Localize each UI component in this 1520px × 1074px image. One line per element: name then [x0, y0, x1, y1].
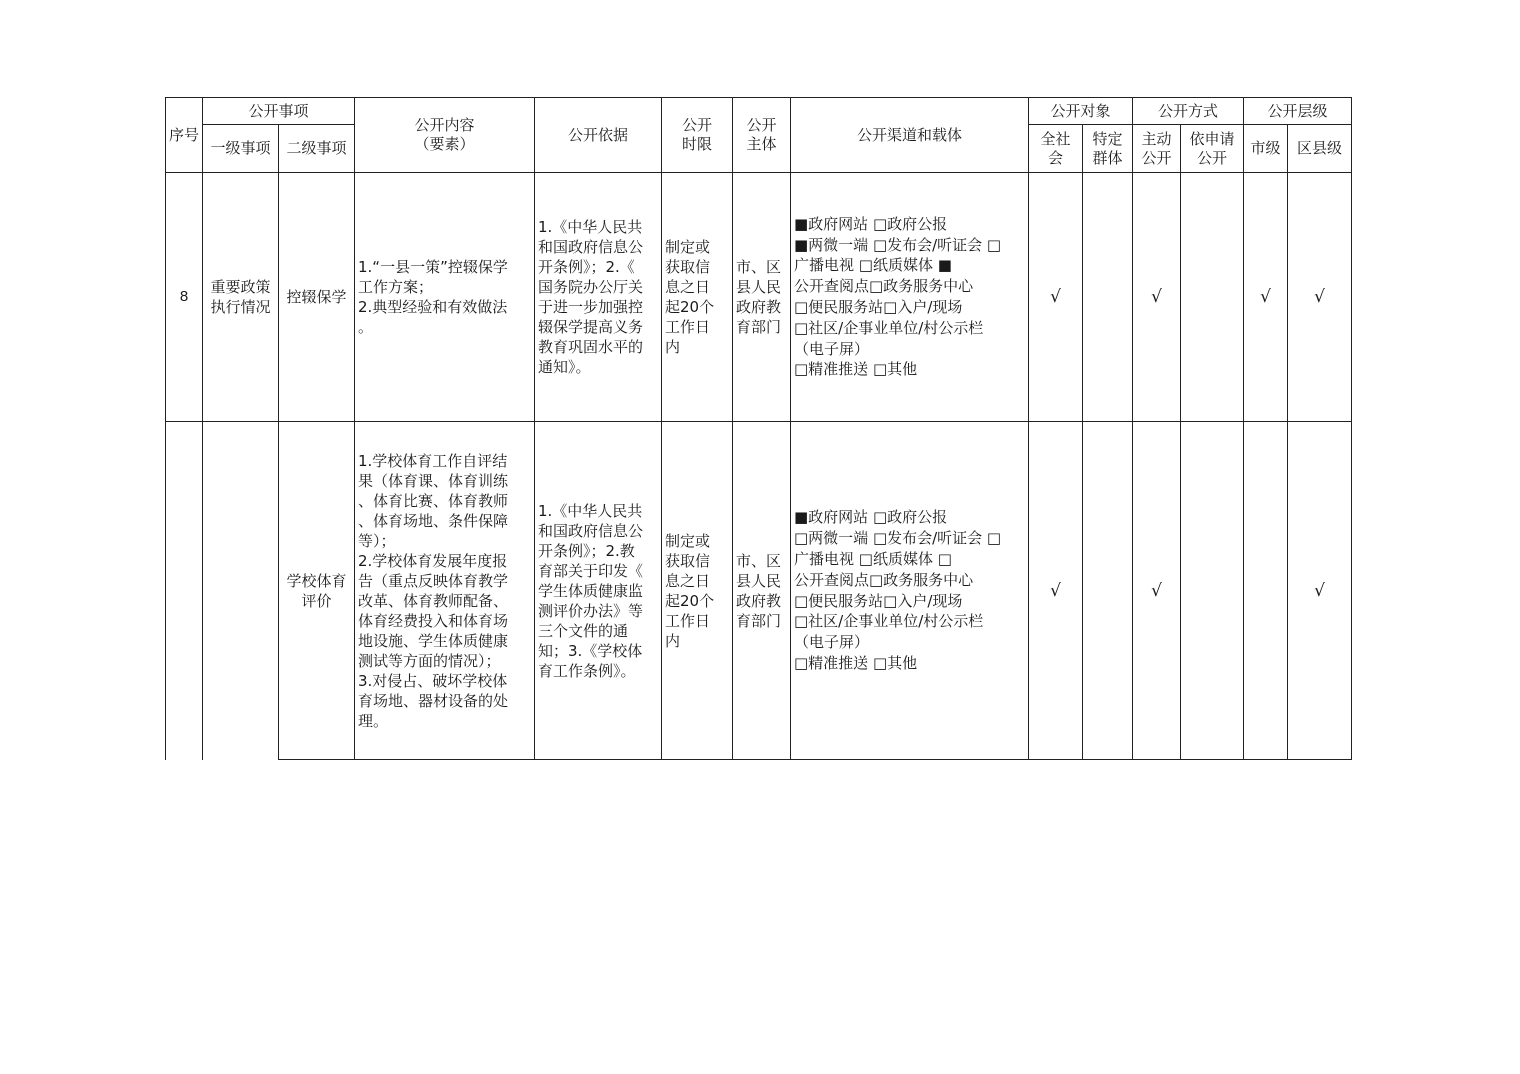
header-method-apply: 依申请 公开: [1181, 125, 1244, 173]
row-level2: 学校体育 评价: [279, 422, 355, 760]
table-row: [166, 422, 1352, 760]
header-target-specific: 特定 群体: [1083, 125, 1133, 173]
row-method-active-check: √: [1133, 422, 1181, 760]
row-method-apply-check: [1181, 173, 1244, 422]
header-level-county: 区县级: [1288, 125, 1352, 173]
header-subject: 公开 主体: [733, 98, 791, 173]
header-seq: 序号: [166, 98, 203, 173]
row-seq: 8: [166, 173, 203, 422]
row-time-limit: 制定或 获取信 息之日 起20个 工作日 内: [662, 422, 733, 760]
row-content: 1.“一县一策”控辍保学 工作方案； 2.典型经验和有效做法 。: [355, 173, 535, 422]
header-channel: 公开渠道和载体: [791, 98, 1029, 173]
row-time-limit: 制定或 获取信 息之日 起20个 工作日 内: [662, 173, 733, 422]
row-channel: ■政府网站 □政府公报 ■两微一端 □发布会/听证会 □ 广播电视 □纸质媒体 ■ 公开查阅点□政务服务中心 □便民服务站□入户/现场 □社区/企事业单位/村公示栏 （电子屏） □精准推送 □其他: [791, 173, 1029, 422]
header-level1: 一级事项: [203, 125, 279, 173]
header-basis: 公开依据: [535, 98, 662, 173]
row-level-county-check: √: [1288, 422, 1352, 760]
row-basis: 1.《中华人民共 和国政府信息公 开条例》；2.《 国务院办公厅关 于进一步加强控 辍保学提高义务 教育巩固水平的 通知》。: [535, 173, 662, 422]
header-level-group: 公开层级: [1244, 98, 1352, 125]
row-target-all-check: √: [1029, 173, 1083, 422]
row-content: 1.学校体育工作自评结 果（体育课、体育训练 、体育比赛、体育教师 、体育场地、条件保障 等）； 2.学校体育发展年度报 告（重点反映体育教学 改革、体育教师配备、 体育经费投入和体育场 地设施、学生体质健康 测试等方面的情况）； 3.对侵占、破坏学校体 育场地、器材设备的处 理。: [355, 422, 535, 760]
disclosure-table: [165, 97, 1352, 760]
header-content: 公开内容 （要素）: [355, 98, 535, 173]
table-row: [166, 173, 1352, 422]
row-level2: 控辍保学: [279, 173, 355, 422]
row-target-specific-check: [1083, 173, 1133, 422]
row-method-apply-check: [1181, 422, 1244, 760]
header-items-group: 公开事项: [203, 98, 355, 125]
header-level-city: 市级: [1244, 125, 1288, 173]
row-seq: [166, 422, 203, 760]
row-subject: 市、区 县人民 政府教 育部门: [733, 422, 791, 760]
row-target-specific-check: [1083, 422, 1133, 760]
header-method-active: 主动 公开: [1133, 125, 1181, 173]
row-subject: 市、区 县人民 政府教 育部门: [733, 173, 791, 422]
row-level-city-check: √: [1244, 173, 1288, 422]
row-level-county-check: √: [1288, 173, 1352, 422]
header-method-group: 公开方式: [1133, 98, 1244, 125]
header-target-all: 全社 会: [1029, 125, 1083, 173]
row-level-city-check: [1244, 422, 1288, 760]
row-basis: 1.《中华人民共 和国政府信息公 开条例》；2.教 育部关于印发《 学生体质健康监 测评价办法》等 三个文件的通 知；3.《学校体 育工作条例》。: [535, 422, 662, 760]
row-level1: 重要政策 执行情况: [203, 173, 279, 422]
header-target-group: 公开对象: [1029, 98, 1133, 125]
header-time-limit: 公开 时限: [662, 98, 733, 173]
header-level2: 二级事项: [279, 125, 355, 173]
row-channel: ■政府网站 □政府公报 □两微一端 □发布会/听证会 □ 广播电视 □纸质媒体 □ 公开查阅点□政务服务中心 □便民服务站□入户/现场 □社区/企事业单位/村公示栏 （电子屏） □精准推送 □其他: [791, 422, 1029, 760]
row-method-active-check: √: [1133, 173, 1181, 422]
row-target-all-check: √: [1029, 422, 1083, 760]
row-level1: [203, 422, 279, 760]
